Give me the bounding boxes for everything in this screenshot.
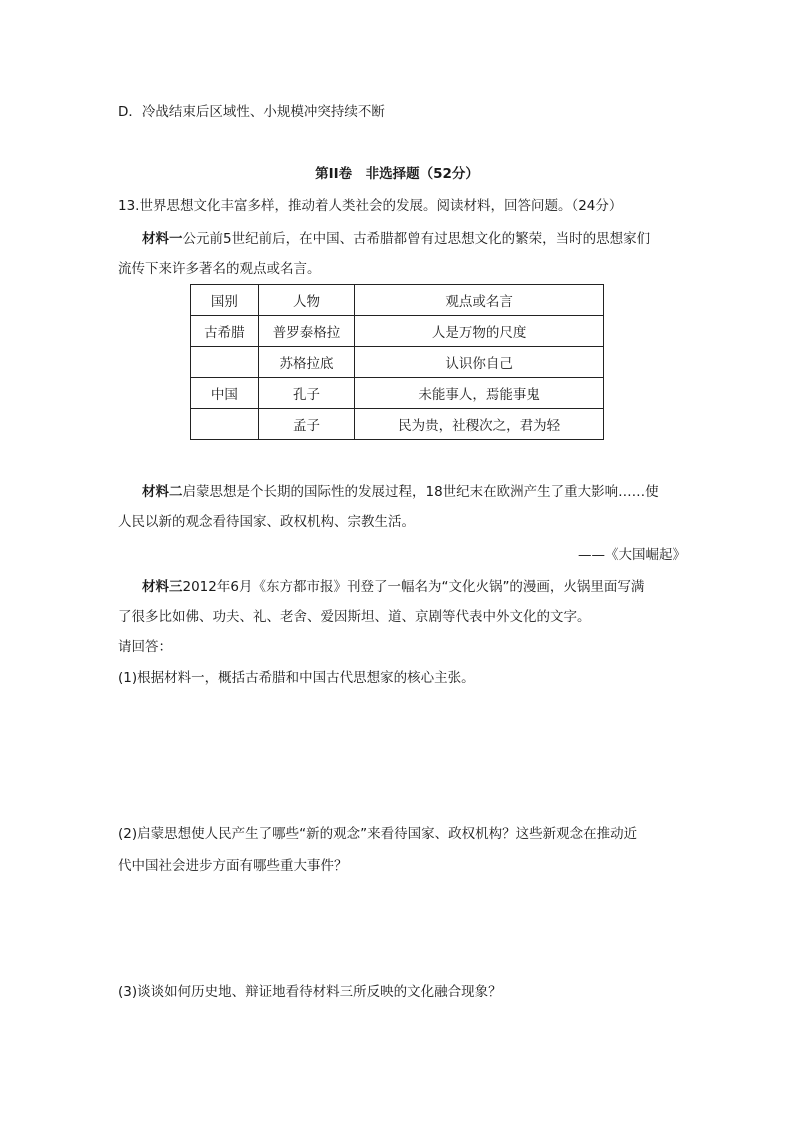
- answer-prompt: 请回答：: [118, 639, 172, 655]
- material1-line1: [142, 229, 650, 249]
- table-cell: 认识你自己: [355, 347, 604, 378]
- table-cell: 普罗泰格拉: [258, 316, 355, 347]
- table-cell: 孔子: [258, 378, 355, 409]
- sub-question-3: (3)谈谈如何历史地、辩证地看待材料三所反映的文化融合现象？: [118, 984, 502, 1000]
- table-header-cell: 人物: [258, 285, 355, 316]
- question-stem: 13.世界思想文化丰富多样，推动着人类社会的发展。阅读材料，回答问题。（24分）: [118, 198, 623, 214]
- sub-question-1: (1)根据材料一，概括古希腊和中国古代思想家的核心主张。: [118, 670, 475, 686]
- table-header-row: [191, 285, 604, 316]
- sub-question-2-line2: 代中国社会进步方面有哪些重大事件？: [118, 858, 348, 874]
- material1-text: 公元前5世纪前后，在中国、古希腊都曾有过思想文化的繁荣，当时的思想家们: [182, 231, 651, 247]
- sub-question-2-line1: (2)启蒙思想使人民产生了哪些“新的观念”来看待国家、政权机构？这些新观念在推动近: [118, 826, 638, 842]
- table-row: [191, 347, 604, 378]
- table-cell: 未能事人，焉能事鬼: [355, 378, 604, 409]
- material1-label: 材料一: [142, 231, 183, 247]
- table-header-cell: 观点或名言: [355, 285, 604, 316]
- table-cell: 中国: [191, 378, 259, 409]
- table-header-cell: 国别: [191, 285, 259, 316]
- table-row: [191, 378, 604, 409]
- material2-text: 启蒙思想是个长期的国际性的发展过程，18世纪末在欧洲产生了重大影响……使: [182, 484, 659, 500]
- table-cell: 古希腊: [191, 316, 259, 347]
- table-cell: 苏格拉底: [258, 347, 355, 378]
- table-cell: 孟子: [258, 409, 355, 440]
- thinkers-table: [190, 284, 604, 440]
- table-cell: 民为贵，社稷次之，君为轻: [355, 409, 604, 440]
- section-title: 第II卷 非选择题（52分）: [315, 166, 479, 182]
- table-cell: [191, 409, 259, 440]
- material2-label: 材料二: [142, 484, 183, 500]
- table-cell: 人是万物的尺度: [355, 316, 604, 347]
- material3-label: 材料三: [142, 579, 183, 595]
- table-cell: [191, 347, 259, 378]
- material2-line2: 人民以新的观念看待国家、政权机构、宗教生活。: [118, 514, 415, 530]
- material3-line2: 了很多比如佛、功夫、礼、老舍、爱因斯坦、道、京剧等代表中外文化的文字。: [118, 609, 591, 625]
- table-row: [191, 409, 604, 440]
- material3-line1: [142, 577, 644, 597]
- material2-source: ——《大国崛起》: [578, 547, 686, 563]
- material3-text: 2012年6月《东方都市报》刊登了一幅名为“文化火锅”的漫画，火锅里面写满: [182, 579, 645, 595]
- material1-line2: 流传下来许多著名的观点或名言。: [118, 261, 321, 277]
- table-row: [191, 316, 604, 347]
- material2-line1: [142, 482, 659, 502]
- previous-option-d: D．冷战结束后区域性、小规模冲突持续不断: [118, 104, 385, 120]
